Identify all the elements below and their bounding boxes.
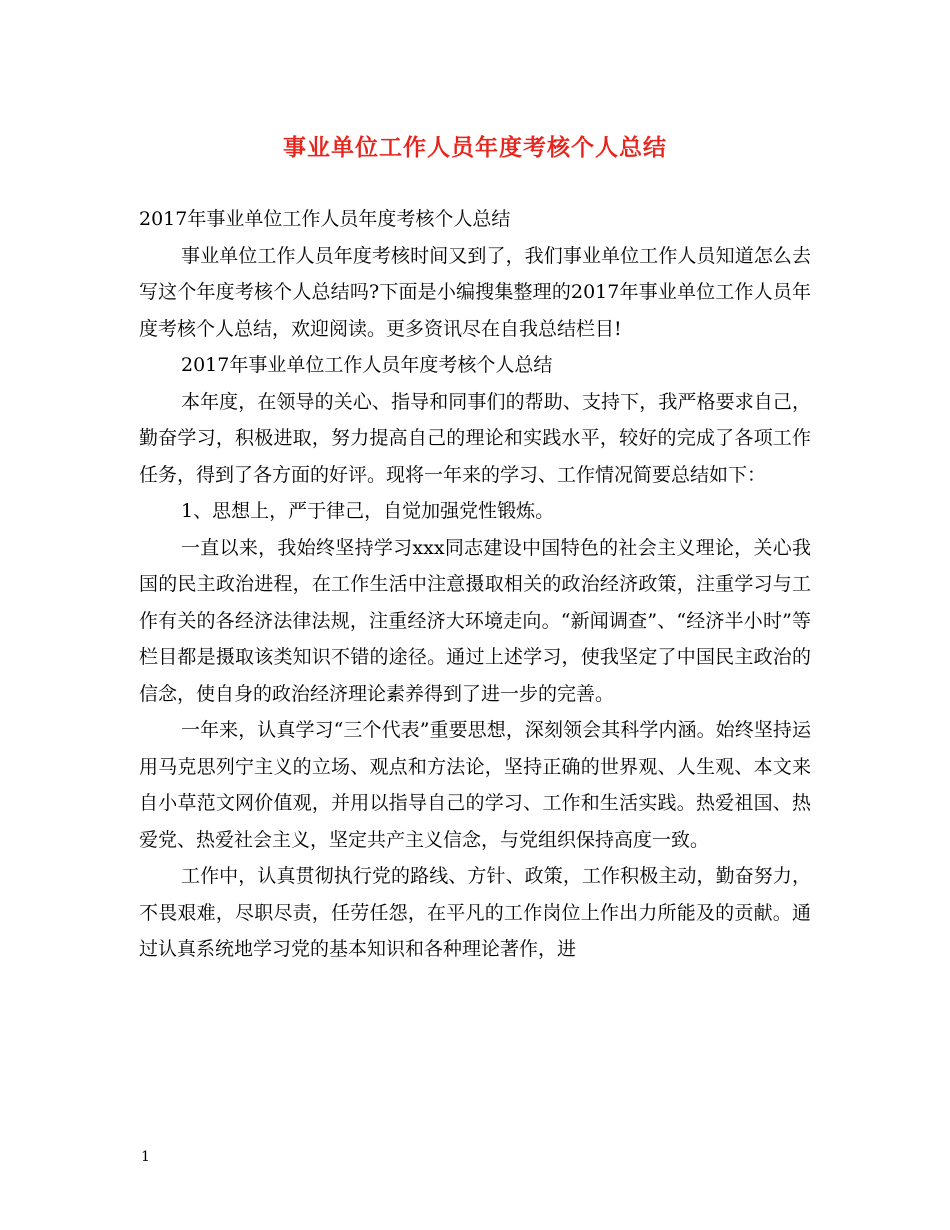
body-paragraph: 一直以来，我始终坚持学习xxx同志建设中国特色的社会主义理论，关心我国的民主政治进程，在工作生活中注意摄取相关的政治经济政策，注重学习与工作有关的各经济法律法规，注重经济大环境走向。“新闻调查”、“经济半小时”等栏目都是摄取该类知识不错的途径。通过上述学习，使我坚定了中国民主政治的信念，使自身的政治经济理论素养得到了进一步的完善。	[139, 536, 811, 705]
body-paragraph: 一年来，认真学习“三个代表”重要思想，深刻领会其科学内涵。始终坚持运用马克思列宁主义的立场、观点和方法论，坚持正确的世界观、人生观、本文来自小草范文网价值观，并用以指导自己的学习、工作和生活实践。热爱祖国、热爱党、热爱社会主义，坚定共产主义信念，与党组织保持高度一致。	[139, 719, 811, 851]
subtitle-paragraph: 2017年事业单位工作人员年度考核个人总结	[139, 208, 511, 230]
intro-paragraph: 事业单位工作人员年度考核时间又到了，我们事业单位工作人员知道怎么去写这个年度考核个人总结吗?下面是小编搜集整理的2017年事业单位工作人员年度考核个人总结，欢迎阅读。更多资讯尽在自我总结栏目!	[139, 244, 811, 340]
point-heading: 1、思想上，严于律己，自觉加强党性锻炼。	[181, 500, 555, 522]
section-heading: 2017年事业单位工作人员年度考核个人总结	[181, 354, 553, 376]
document-title: 事业单位工作人员年度考核个人总结	[283, 134, 667, 161]
body-paragraph: 工作中，认真贯彻执行党的路线、方针、政策，工作积极主动，勤奋努力，不畏艰难，尽职尽责，任劳任怨，在平凡的工作岗位上作出力所能及的贡献。通过认真系统地学习党的基本知识和各种理论著作，进	[139, 865, 811, 960]
document-body	[139, 201, 811, 968]
body-paragraph: 本年度，在领导的关心、指导和同事们的帮助、支持下，我严格要求自己，勤奋学习，积极进取，努力提高自己的理论和实践水平，较好的完成了各项工作任务，得到了各方面的好评。现将一年来的学习、工作情况简要总结如下：	[139, 390, 811, 486]
page-number: 1	[141, 1149, 150, 1165]
